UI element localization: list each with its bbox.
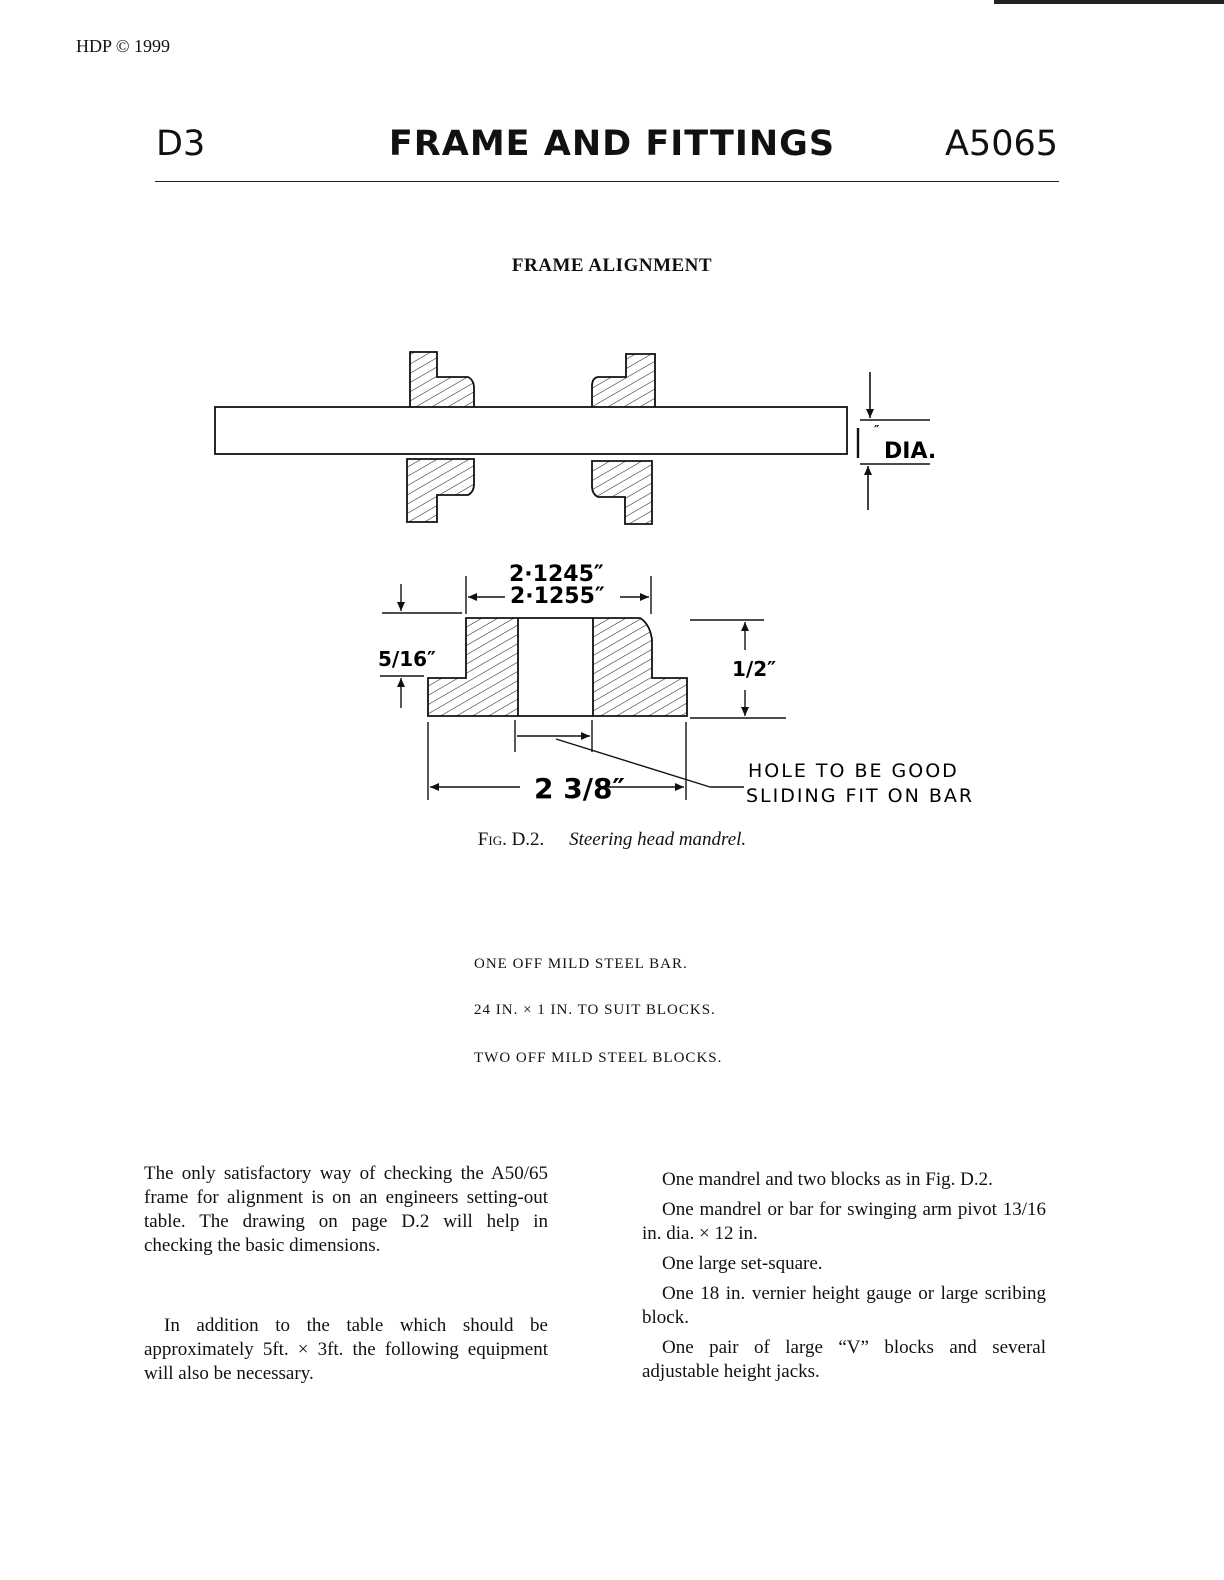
assembly-view (215, 352, 847, 524)
dim-half-label: 1/2″ (732, 657, 777, 681)
caption-title: Steering head mandrel. (569, 829, 747, 850)
left-text-column (144, 1162, 548, 1386)
block-section-left (428, 618, 518, 716)
spec-line-3: TWO OFF MILD STEEL BLOCKS. (474, 1050, 723, 1066)
equipment-list (642, 1168, 1046, 1390)
equipment-item-1: One mandrel and two blocks as in Fig. D.2. (662, 1169, 993, 1190)
section-title: FRAME ALIGNMENT (511, 255, 713, 276)
right-block-bottom (592, 461, 652, 524)
spec-line-2: 24 IN. × 1 IN. TO SUIT BLOCKS. (474, 1002, 716, 1018)
model-number: A5065 (944, 124, 1058, 164)
spec-line-1: ONE OFF MILD STEEL BAR. (474, 956, 688, 972)
left-paragraph-2: In addition to the table which should be approximately 5ft. × 3ft. the following equipment will also be necessary. (144, 1315, 548, 1384)
note-line-2: SLIDING FIT ON BAR (746, 785, 975, 807)
equipment-item-5: One pair of large “V” blocks and several adjustable height jacks. (642, 1337, 1046, 1382)
left-paragraph-1: The only satisfactory way of checking the A50/65 frame for alignment is on an engineers setting-out table. The drawing on page D.2 will help in checking the basic dimensions. (144, 1163, 548, 1256)
equipment-item-4: One 18 in. vernier height gauge or large scribing block. (642, 1283, 1046, 1328)
block-section-right (593, 618, 687, 716)
equipment-item-2: One mandrel or bar for swinging arm pivot 13/16 in. dia. × 12 in. (642, 1199, 1046, 1244)
figure-caption (0, 829, 1224, 851)
mandrel-bar (215, 407, 847, 454)
caption-number: Fig. D.2. (477, 829, 545, 850)
page-title: FRAME AND FITTINGS (388, 124, 836, 164)
left-block-top (410, 352, 474, 409)
note-line-1: HOLE TO BE GOOD (748, 760, 959, 782)
equipment-item-3: One large set-square. (662, 1253, 823, 1274)
copyright-notice: HDP © 1999 (76, 36, 171, 56)
right-block-top (592, 354, 655, 411)
dia-label: DIA. (884, 439, 937, 464)
dim-upper-label: 2·1245″ (509, 562, 604, 587)
block-section-view (428, 618, 687, 716)
dim-lower-label: 2·1255″ (510, 584, 605, 609)
section-code: D3 (156, 124, 206, 164)
left-block-bottom (407, 459, 474, 522)
dim-two-three-eighths-label: 2 3/8″ (534, 772, 625, 805)
dim-five-sixteenths-label: 5/16″ (378, 647, 436, 671)
one-inch-mark: ″ (874, 423, 880, 437)
